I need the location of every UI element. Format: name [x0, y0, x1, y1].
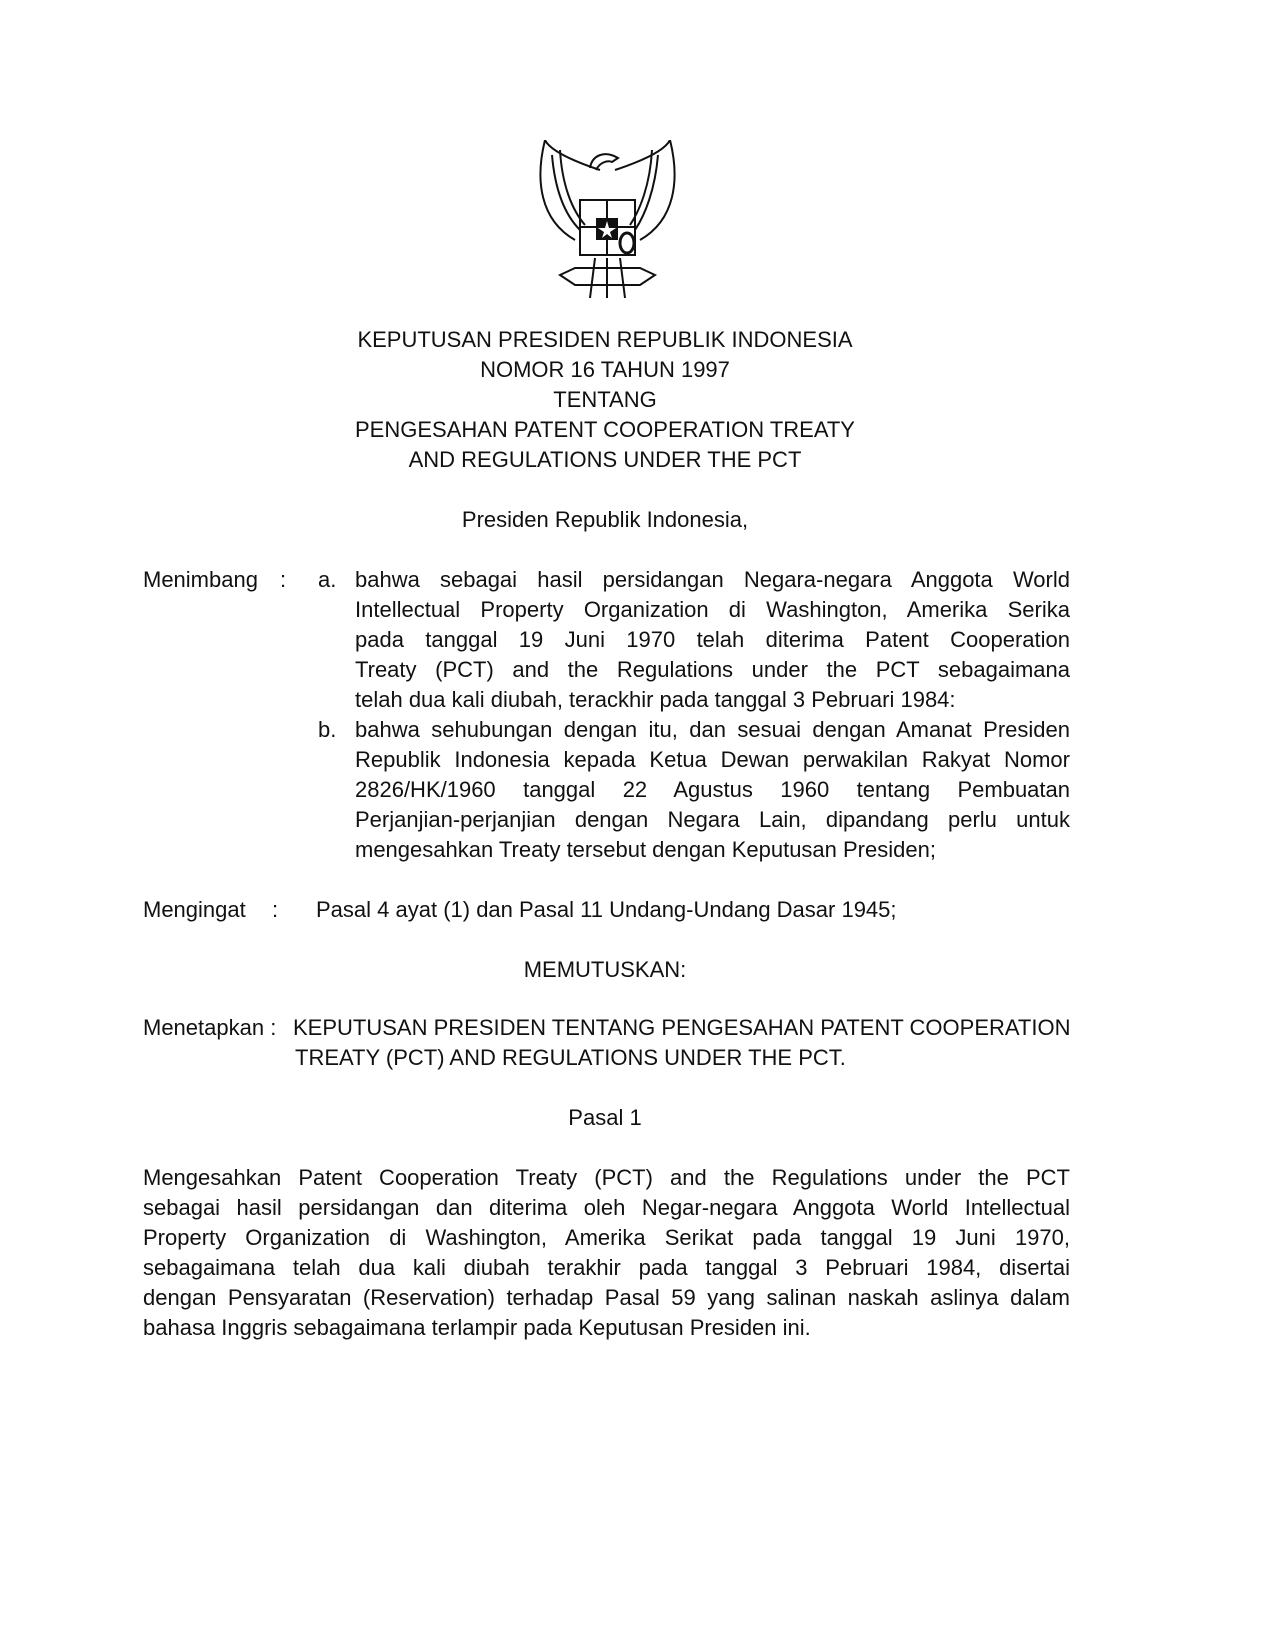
text-line: sebagai hasil persidangan dan diterima oleh Negar-negara Anggota World Intellectual — [143, 1195, 1070, 1220]
text-line: sebagaimana telah dua kali diubah terakhir pada tanggal 3 Pebruari 1984, disertai — [143, 1255, 1070, 1280]
memutuskan-heading: MEMUTUSKAN: — [523, 957, 687, 982]
menetapkan-line: KEPUTUSAN PRESIDEN TENTANG PENGESAHAN PATENT COOPERATION — [293, 1015, 1071, 1040]
mengingat-text: Pasal 4 ayat (1) dan Pasal 11 Undang-Undang Dasar 1945; — [316, 897, 897, 922]
garuda-emblem-icon — [530, 140, 685, 300]
text-line: bahwa sehubungan dengan itu, dan sesuai dengan Amanat Presiden — [355, 717, 1070, 742]
item-marker: b. — [318, 717, 337, 742]
heading-line: PENGESAHAN PATENT COOPERATION TREATY — [355, 417, 855, 442]
menimbang-item-b — [355, 715, 1070, 865]
text-line: Property Organization di Washington, Amerika Serikat pada tanggal 19 Juni 1970, — [143, 1225, 1070, 1250]
heading-line: AND REGULATIONS UNDER THE PCT — [408, 447, 802, 472]
text-line: Mengesahkan Patent Cooperation Treaty (PCT) and the Regulations under the PCT — [143, 1165, 1070, 1190]
text-line: dengan Pensyaratan (Reservation) terhadap Pasal 59 yang salinan naskah aslinya dalam — [143, 1285, 1070, 1310]
menimbang-item-a — [355, 565, 1070, 715]
menimbang-label: Menimbang — [143, 567, 258, 592]
item-marker: a. — [318, 567, 337, 592]
mengingat-colon: : — [272, 897, 279, 922]
text-line: pada tanggal 19 Juni 1970 telah diterima Patent Cooperation — [355, 627, 1070, 652]
heading-line: NOMOR 16 TAHUN 1997 — [480, 357, 730, 382]
text-line: Republik Indonesia kepada Ketua Dewan perwakilan Rakyat Nomor — [355, 747, 1070, 772]
text-line: Treaty (PCT) and the Regulations under the PCT sebagaimana — [355, 657, 1070, 682]
text-line: Perjanjian-perjanjian dengan Negara Lain, dipandang perlu untuk — [355, 807, 1070, 832]
menetapkan-line: TREATY (PCT) AND REGULATIONS UNDER THE PCT. — [295, 1045, 846, 1070]
pasal-title: Pasal 1 — [568, 1105, 642, 1130]
document-heading — [0, 325, 1210, 475]
pasal-1-body — [143, 1163, 1070, 1343]
menimbang-colon: : — [280, 567, 287, 592]
mengingat-label: Mengingat — [143, 897, 246, 922]
heading-line: KEPUTUSAN PRESIDEN REPUBLIK INDONESIA — [357, 327, 853, 352]
text-line: 2826/HK/1960 tanggal 22 Agustus 1960 tentang Pembuatan — [355, 777, 1070, 802]
text-line: telah dua kali diubah, terackhir pada tanggal 3 Pebruari 1984: — [355, 687, 956, 712]
text-line: bahasa Inggris sebagaimana terlampir pada Keputusan Presiden ini. — [143, 1315, 811, 1340]
president-line: Presiden Republik Indonesia, — [461, 507, 749, 532]
heading-line: TENTANG — [553, 387, 657, 412]
text-line: bahwa sebagai hasil persidangan Negara-negara Anggota World — [355, 567, 1070, 592]
text-line: mengesahkan Treaty tersebut dengan Keputusan Presiden; — [355, 837, 936, 862]
text-line: Intellectual Property Organization di Washington, Amerika Serika — [355, 597, 1070, 622]
menetapkan-label: Menetapkan : — [143, 1015, 277, 1040]
